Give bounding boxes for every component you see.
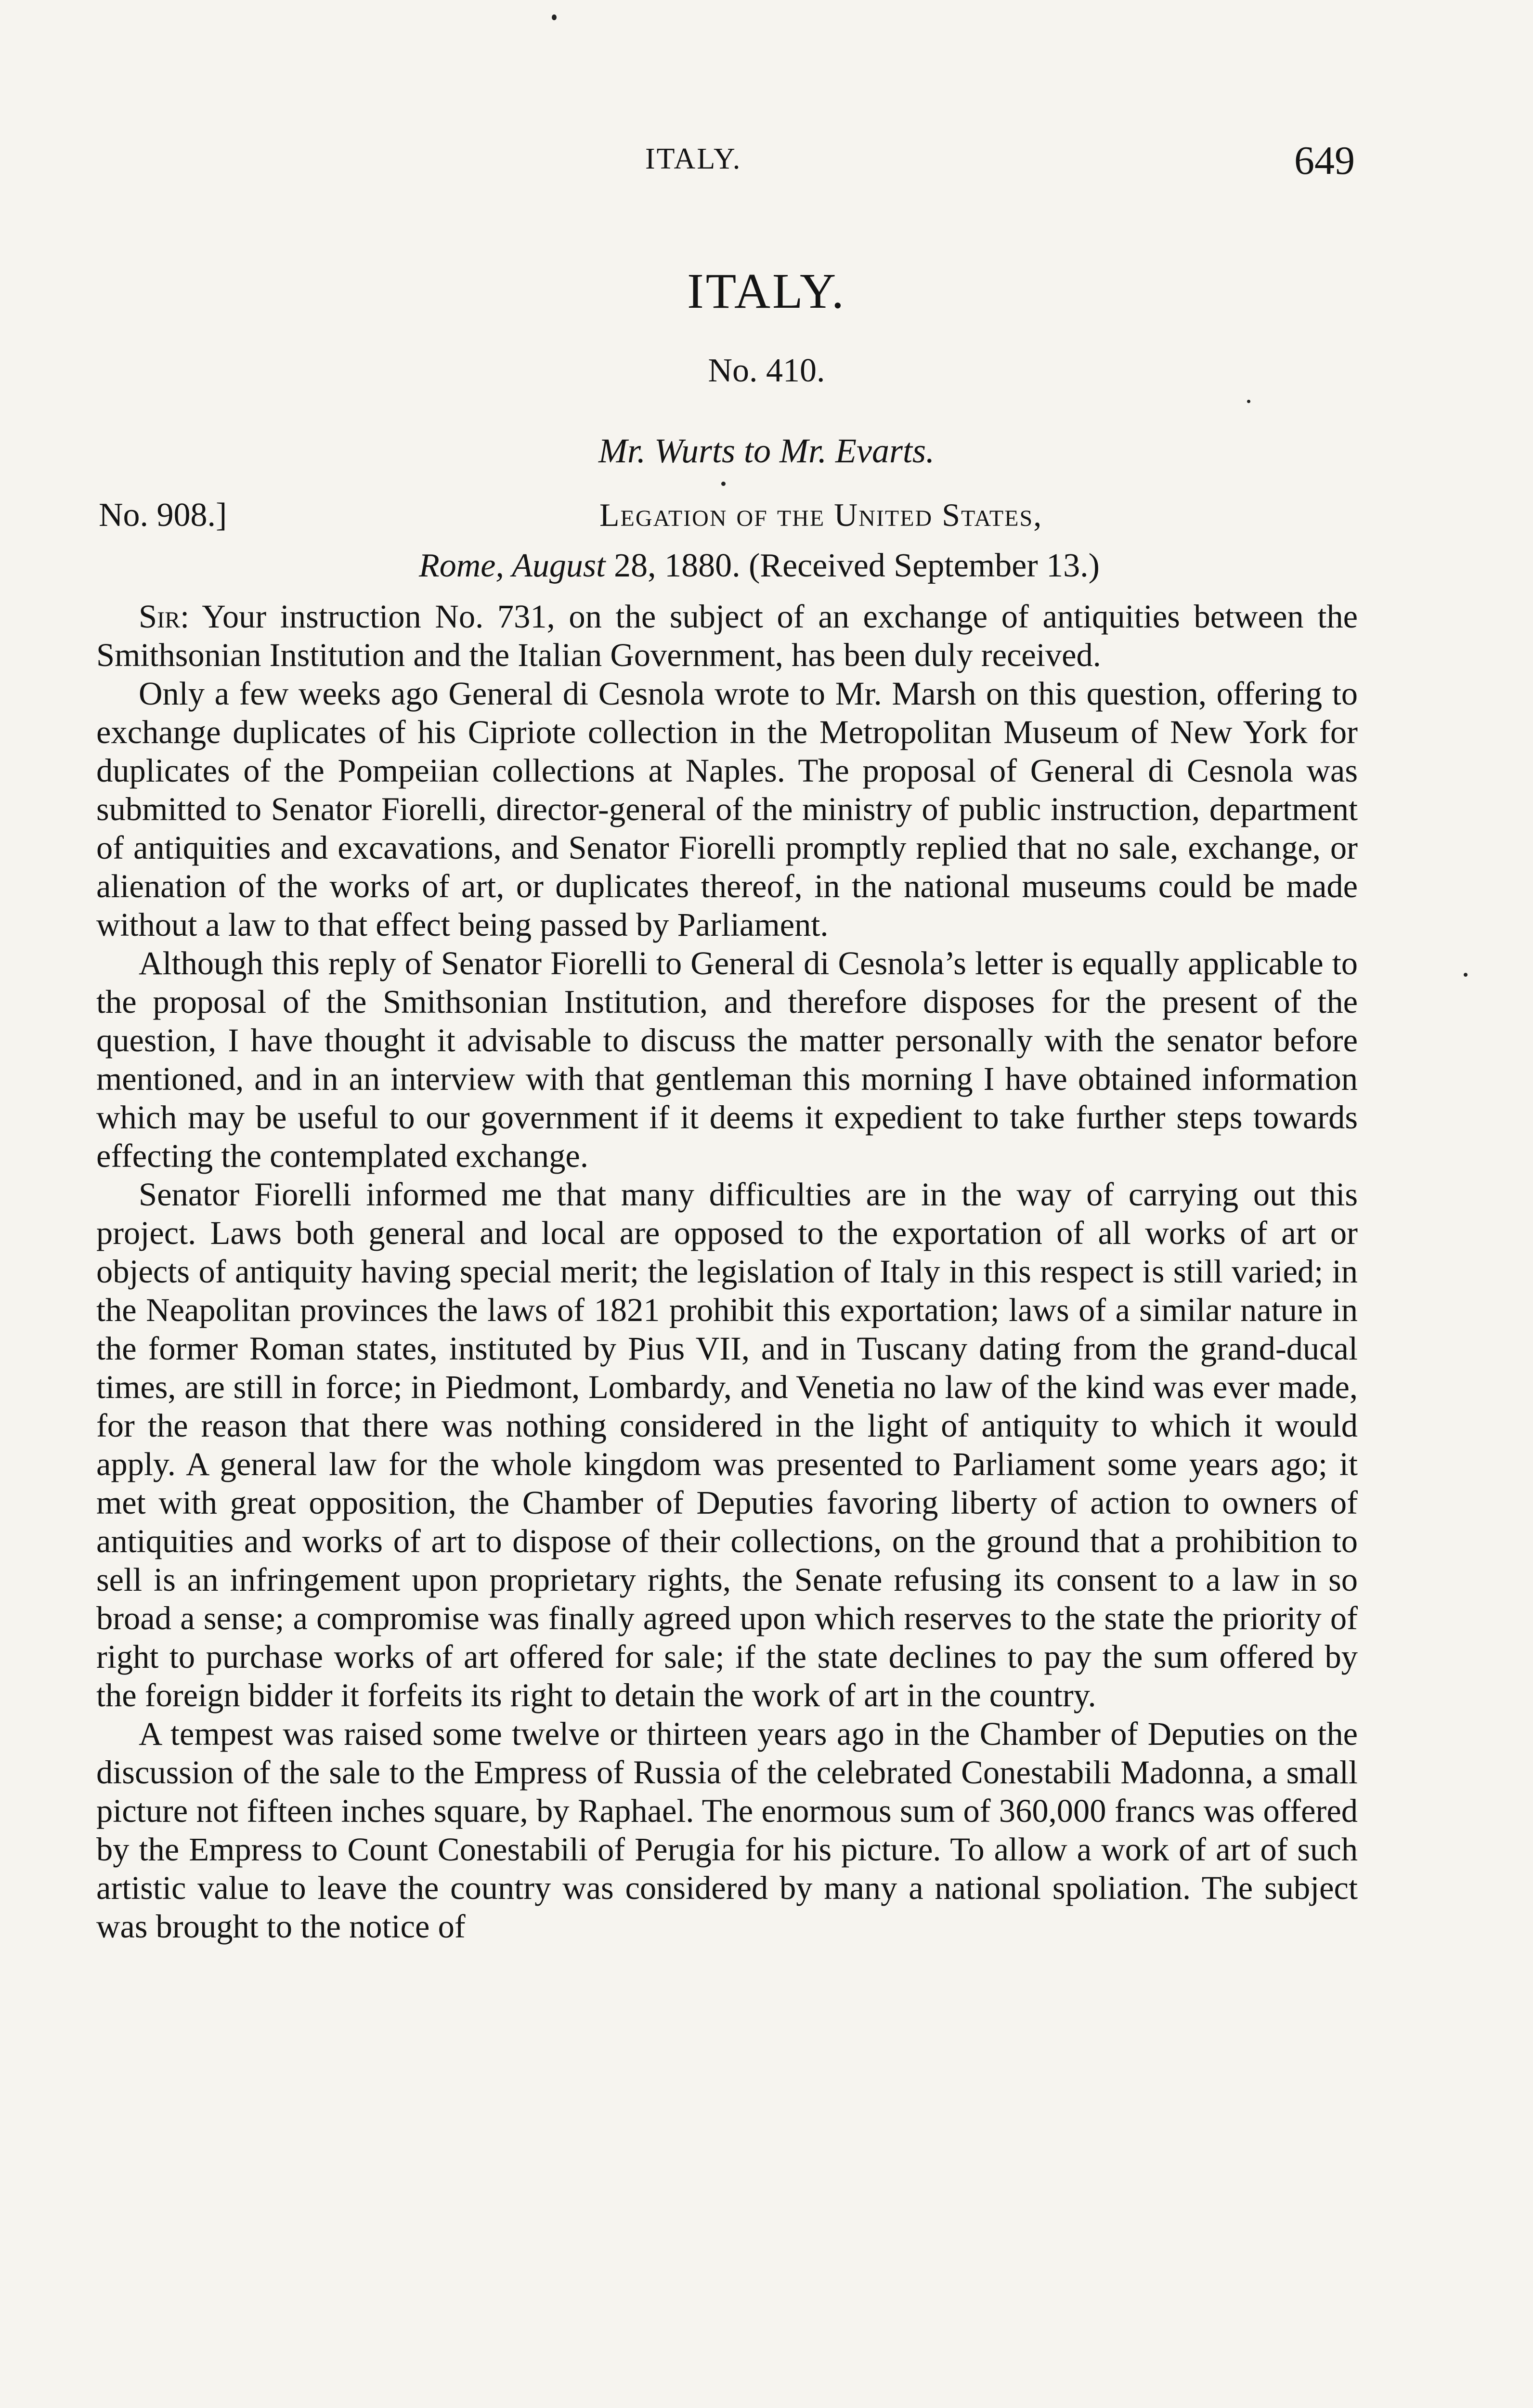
document-number: No. 410. (708, 352, 825, 389)
page-number: 649 (1294, 138, 1355, 183)
scan-speck (552, 14, 557, 20)
paragraph: Only a few weeks ago General di Cesnola wrote to Mr. Marsh on this question, offering to exchange duplicates of his Cipriote collection in the Metropolitan Museum of New York for duplicates of the Pompeiian collections at Naples. The proposal of General di Cesnola was submitted to Senator Fiorelli, director-general of the ministry of public instruction, department of antiquities and excavations, and Senator Fiorelli promptly replied that no sale, exchange, or alienation of the works of art, or duplicates thereof, in the national museums could be made without a law to that effect being passed by Parliament. (96, 675, 1358, 943)
scan-speck (721, 482, 726, 486)
paragraph-text: Your instruction No. 731, on the subject of an exchange of antiquities between the Smithsonian Institution and the Italian Government, has been duly received. (96, 598, 1358, 673)
dateline-received: (Received September 13.) (749, 547, 1100, 584)
legation-heading: Legation of the United States, (599, 497, 1043, 533)
letter-body (96, 597, 1358, 1946)
dateline (419, 547, 1100, 585)
dateline-place: Rome, August (419, 547, 606, 584)
dateline-date: 28, 1880. (605, 547, 741, 584)
running-head-title: ITALY. (645, 143, 742, 175)
correspondents-heading: Mr. Wurts to Mr. Evarts. (598, 432, 935, 470)
paragraph (96, 597, 1358, 674)
paragraph: A tempest was raised some twelve or thirteen years ago in the Chamber of Deputies on the discussion of the sale to the Empress of Russia of the celebrated Conestabili Madonna, a small picture not fifteen inches square, by Raphael. The enormous sum of 360,000 francs was offered by the Empress to Count Conestabili of Perugia for his picture. To allow a work of art of such artistic value to leave the country was considered by many a national spoliation. The subject was brought to the notice of (96, 1715, 1358, 1945)
paragraph: Although this reply of Senator Fiorelli to General di Cesnola’s letter is equally applicable to the proposal of the Smithsonian Institution, and therefore disposes for the present of the question, I have thought it advisable to discuss the matter personally with the senator before mentioned, and in an interview with that gentleman this morning I have obtained information which may be useful to our government if it deems it expedient to take further steps towards effecting the contemplated exchange. (96, 945, 1358, 1174)
paragraph: Senator Fiorelli informed me that many difficulties are in the way of carrying out this project. Laws both general and local are opposed to the exportation of all works of art or objects of antiquity having special merit; the legislation of Italy in this respect is still varied; in the Neapolitan provinces the laws of 1821 prohibit this exportation; laws of a similar nature in the former Roman states, instituted by Pius VII, and in Tuscany dating from the grand-ducal times, are still in force; in Piedmont, Lombardy, and Venetia no law of the kind was ever made, for the reason that there was nothing considered in the light of antiquity to which it would apply. A general law for the whole kingdom was presented to Parliament some years ago; it met with great opposition, the Chamber of Deputies favoring liberty of action to owners of antiquities and works of art to dispose of their collections, on the ground that a prohibition to sell is an infringement upon proprietary rights, the Senate refusing its consent to a law in so broad a sense; a compromise was finally agreed upon which reserves to the state the priority of right to purchase works of art offered for sale; if the state declines to pay the sum offered by the foreign bidder it forfeits its right to detain the work of art in the country. (96, 1176, 1358, 1714)
section-title: ITALY. (687, 263, 846, 319)
salutation: Sir: (139, 598, 190, 635)
scan-speck (1247, 400, 1250, 403)
scan-speck (1464, 973, 1468, 977)
running-head (0, 138, 1533, 185)
dispatch-number: No. 908.] (99, 497, 227, 534)
